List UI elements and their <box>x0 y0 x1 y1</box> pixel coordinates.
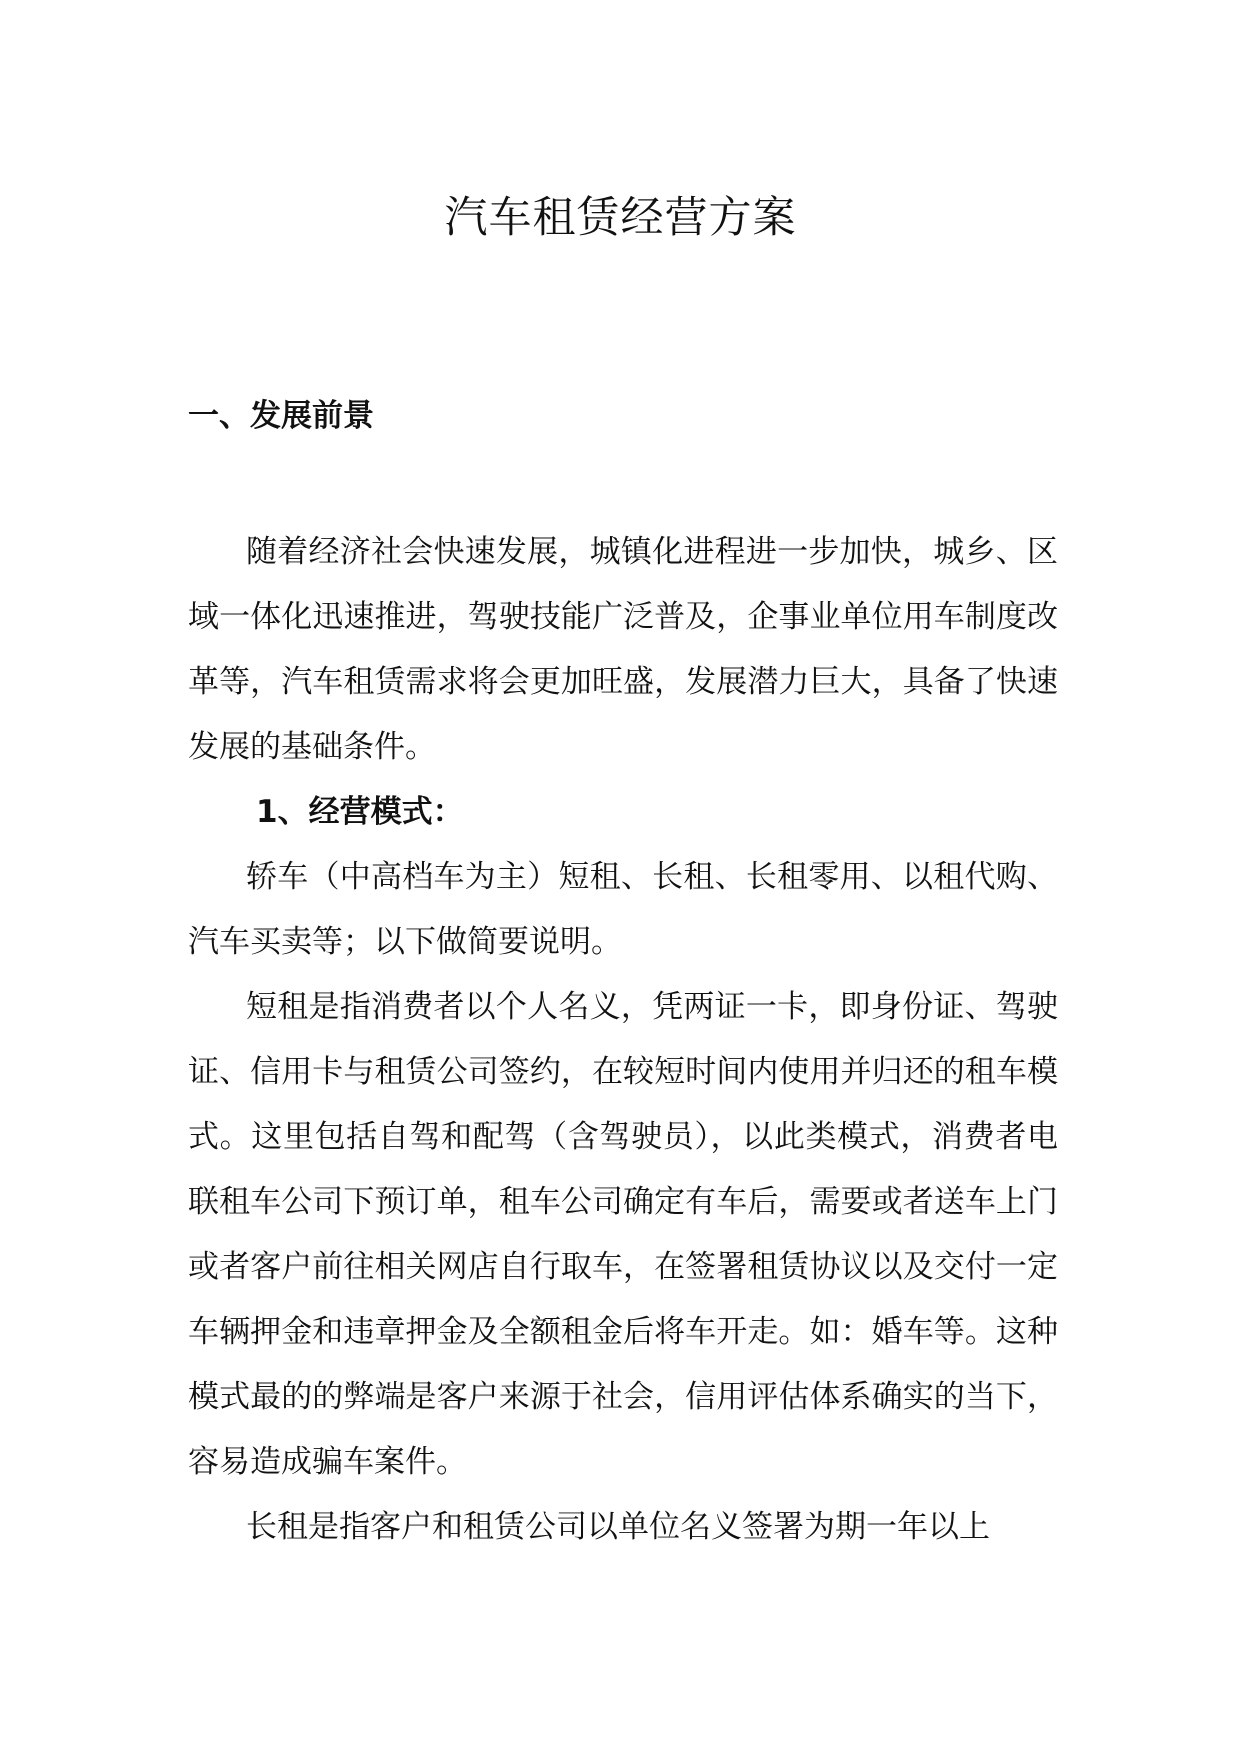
paragraph-business-types: 轿车（中高档车为主）短租、长租、长租零用、以租代购、汽车买卖等；以下做简要说明。 <box>188 859 1058 960</box>
subheading-business-model: 1、经营模式： <box>256 794 464 830</box>
document-body <box>188 520 1058 1560</box>
document-title: 汽车租赁经营方案 <box>444 193 797 243</box>
paragraph-long-term-rental: 长租是指客户和租赁公司以单位名义签署为期一年以上 <box>246 1509 990 1545</box>
paragraph-development-outlook: 随着经济社会快速发展，城镇化进程进一步加快，城乡、区域一体化迅速推进，驾驶技能广泛普及，企事业单位用车制度改革等，汽车租赁需求将会更加旺盛，发展潜力巨大，具备了快速发展的基础条件。 <box>188 534 1058 765</box>
section-heading: 一、发展前景 <box>188 398 374 434</box>
paragraph-short-term-rental: 短租是指消费者以个人名义，凭两证一卡，即身份证、驾驶证、信用卡与租赁公司签约，在较短时间内使用并归还的租车模式。这里包括自驾和配驾（含驾驶员），以此类模式，消费者电联租车公司下预订单，租车公司确定有车后，需要或者送车上门或者客户前往相关网店自行取车，在签署租赁协议以及交付一定车辆押金和违章押金及全额租金后将车开走。如：婚车等。这种模式最的的弊端是客户来源于社会，信用评估体系确实的当下，容易造成骗车案件。 <box>188 989 1058 1480</box>
